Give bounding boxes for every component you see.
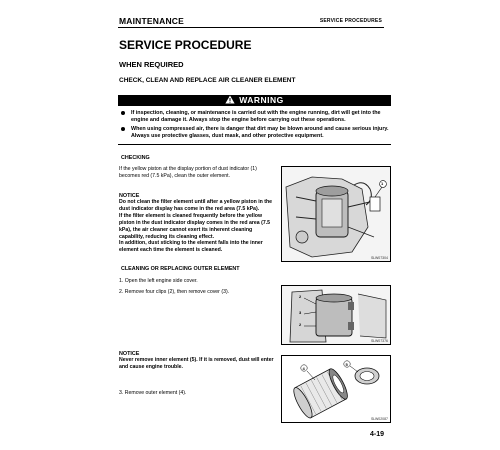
figure-dust-indicator: [281, 166, 391, 262]
figure-code: SLW02087: [370, 417, 388, 421]
section-rule: [118, 144, 391, 145]
filter-element-illustration: [282, 356, 391, 423]
header-rule: [118, 27, 384, 28]
callout-1: 1: [381, 181, 384, 186]
figure-code: SLW07376: [370, 339, 388, 343]
engine-illustration: [282, 167, 391, 262]
figure-elements: [281, 355, 391, 423]
cleaning-step-3: 3. Remove outer element (4).: [119, 390, 187, 396]
checking-notice-text: Do not clean the filter element until after a yellow piston in the dust indicator display has come in the red area (7.5 kPa). If the filter element is cleaned frequently before the yellow piston in the dust indicator display comes in the red area (7.5 kPa), the air cleaner cannot exert its inherent cleaning capability, reducing its cleaning effect. In addition, dust sticking to the element falls into the inner element each time the element is cleaned.: [119, 199, 273, 254]
bullet-icon: [121, 111, 125, 115]
warning-label: WARNING: [239, 95, 284, 105]
checking-text: If the yellow piston at the display portion of dust indicator (1) becomes red (7.5 kPa), clean the outer element.: [119, 166, 257, 179]
callout-4: 4: [302, 365, 305, 371]
checking-heading: CHECKING: [121, 155, 150, 161]
callout-2b: 2: [299, 322, 302, 327]
section-subtitle: WHEN REQUIRED: [119, 60, 184, 69]
cleaning-notice-text: Never remove inner element (5). If it is removed, dust will enter and cause engine trouble.: [119, 357, 274, 370]
cleaning-heading: CLEANING OR REPLACING OUTER ELEMENT: [121, 266, 240, 272]
figure-code: SLW07304: [370, 256, 388, 260]
cleaning-step-1: 1. Open the left engine side cover.: [119, 278, 198, 284]
callout-2: 2: [299, 294, 302, 299]
bullet-icon: [121, 127, 125, 131]
warning-item: [121, 110, 391, 124]
warning-item: [121, 126, 391, 140]
cleaning-step-2: 2. Remove four clips (2), then remove cover (3).: [119, 289, 230, 295]
task-title: CHECK, CLEAN AND REPLACE AIR CLEANER ELEMENT: [119, 77, 296, 84]
page-number: 4-19: [369, 431, 384, 438]
callout-3: 3: [299, 310, 302, 315]
checking-notice-label: NOTICE: [119, 193, 140, 199]
warning-item-text: When using compressed air, there is danger that dirt may be blown around and cause serious injury. Always use protective glasses, dust mask, and other protective equipment.: [131, 126, 389, 139]
warning-triangle-icon: [225, 95, 235, 104]
figure-clips-cover: [281, 285, 391, 345]
header-subsection: SERVICE PROCEDURES: [319, 18, 382, 24]
warning-item-text: If inspection, cleaning, or maintenance is carried out with the engine running, dirt will get into the engine and damage it. Always stop the engine before carrying out these operations.: [131, 110, 381, 123]
warning-banner: [118, 95, 391, 106]
header-section: MAINTENANCE: [119, 16, 185, 26]
cleaning-notice-label: NOTICE: [119, 351, 140, 357]
page-title: SERVICE PROCEDURE: [119, 38, 252, 52]
callout-5: 5: [345, 361, 348, 367]
